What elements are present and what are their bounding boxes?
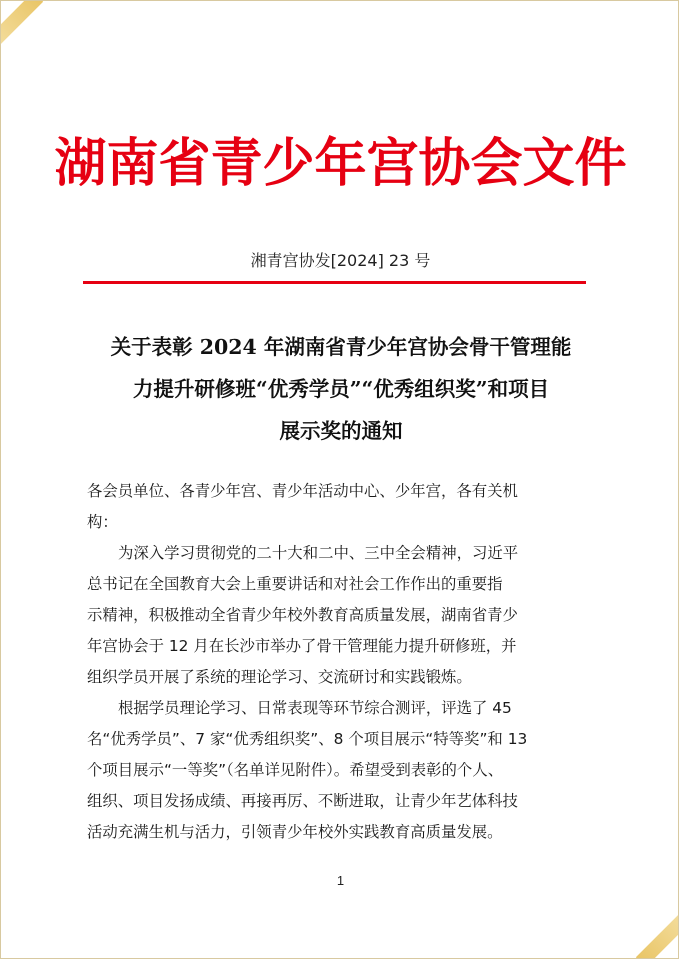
document-number: 湘青宫协发[2024] 23 号 [250, 251, 431, 270]
paragraph-line: 示精神，积极推动全省青少年校外教育高质量发展，湖南省青少 [87, 606, 518, 624]
paragraph-line: 根据学员理论学习、日常表现等环节综合测评，评选了 45 [118, 699, 512, 717]
paragraph-line: 年宫协会于 12 月在长沙市举办了骨干管理能力提升研修班，并 [87, 637, 517, 655]
notice-title-line: 关于表彰 2024 年湖南省青少年宫协会骨干管理能 [110, 335, 572, 359]
header-divider [83, 281, 586, 284]
notice-title-line: 力提升研修班“优秀学员”“优秀组织奖”和项目 [132, 377, 550, 401]
paragraph-line: 名“优秀学员”、7 家“优秀组织奖”、8 个项目展示“特等奖”和 13 [87, 730, 528, 748]
paragraph-line: 总书记在全国教育大会上重要讲话和对社会工作作出的重要指 [87, 575, 503, 593]
corner-decoration-bottom-right [636, 915, 679, 959]
page-number: 1 [336, 873, 345, 888]
notice-title [95, 326, 587, 452]
corner-decoration-top-left [0, 0, 43, 44]
paragraph-line: 为深入学习贯彻党的二十大和二中、三中全会精神，习近平 [118, 544, 519, 562]
document-header-title: 湖南省青少年宫协会文件 [54, 134, 627, 194]
salutation-line: 构： [87, 513, 118, 531]
paragraph-line: 个项目展示“一等奖”（名单详见附件）。希望受到表彰的个人、 [87, 761, 504, 779]
paragraph-line: 活动充满生机与活力，引领青少年校外实践教育高质量发展。 [87, 823, 503, 841]
notice-title-line: 展示奖的通知 [279, 419, 403, 443]
document-body [87, 476, 593, 848]
paragraph-line: 组织学员开展了系统的理论学习、交流研讨和实践锻炼。 [87, 668, 472, 686]
salutation-line: 各会员单位、各青少年宫、青少年活动中心、少年宫，各有关机 [87, 482, 518, 500]
paragraph-line: 组织、项目发扬成绩、再接再厉、不断进取，让青少年艺体科技 [87, 792, 518, 810]
